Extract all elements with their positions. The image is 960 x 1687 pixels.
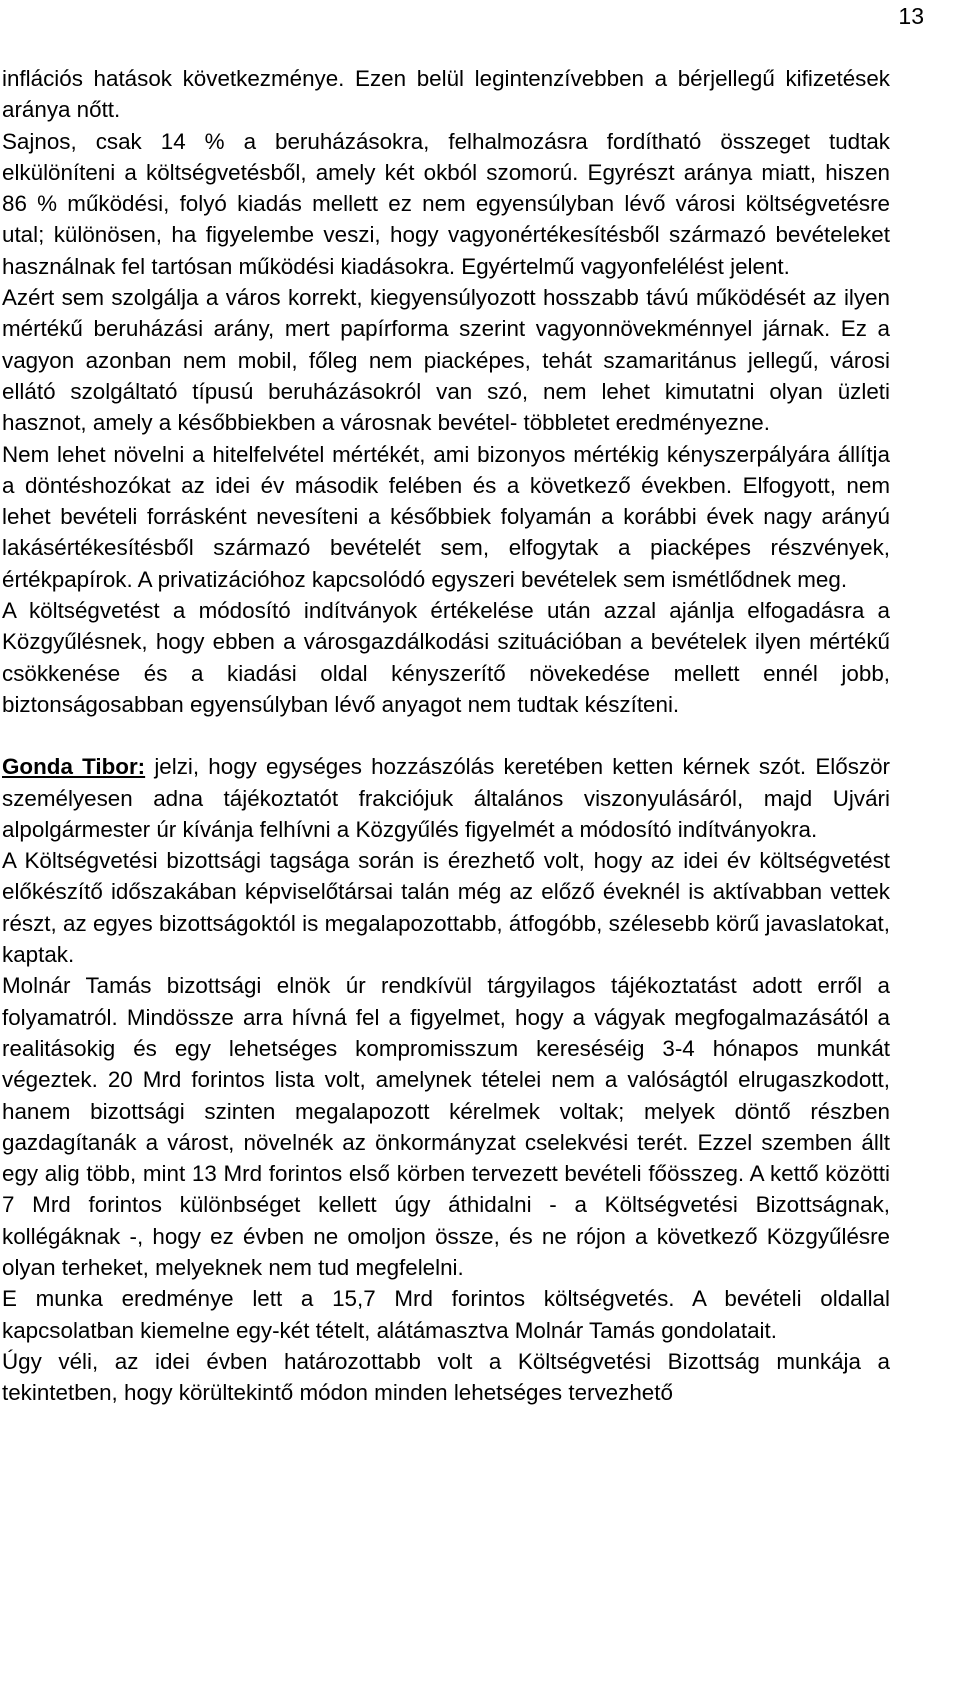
speaker-name: Gonda Tibor: (2, 754, 146, 780)
paragraph: E munka eredménye lett a 15,7 Mrd forintos költségvetés. A bevételi oldallal kapcsolatban kiemelne egy-két tételt, alátámasztva Molnár Tamás gondolatait. (2, 1286, 890, 1343)
paragraph: Azért sem szolgálja a város korrekt, kiegyensúlyozott hosszabb távú működését az ilyen mértékű beruházási arány, mert papírforma szerint vagyonnövekménnyel járnak. Ez a vagyon azonban nem mobil, főleg nem piacképes, tehát szamaritánus jellegű, városi ellátó szolgáltató típusú beruházásokról van szó, nem lehet kimutatni olyan üzleti hasznot, amely a későbbiekben a városnak bevétel- többletet eredményezne. (2, 285, 890, 436)
paragraph: Nem lehet növelni a hitelfelvétel mértékét, ami bizonyos mértékig kényszerpályára állítja a döntéshozókat az idei év második felében és a következő években. Elfogyott, nem lehet bevételi forrásként nevesíteni a későbbiek folyamán a korábbi évek nagy arányú lakásértékesítésből származó bevételét sem, elfogytak a piacképes részvények, értékpapírok. A privatizációhoz kapcsolódó egyszeri bevételek sem ismétlődnek meg. (2, 441, 890, 592)
speech-intro-paragraph (2, 751, 890, 845)
paragraph: Sajnos, csak 14 % a beruházásokra, felhalmozásra fordítható összeget tudtak elkülöníteni a költségvetésből, amely két okból szomorú. Egyrészt aránya miatt, hiszen 86 % működési, folyó kiadás mellett ez nem egyensúlyban lévő városi költségvetésre utal; különösen, ha figyelembe veszi, hogy vagyonértékesítésből származó bevételeket használnak fel tartósan működési kiadásokra. Egyértelmű vagyonfelélést jelent. (2, 128, 890, 279)
paragraph-gap (2, 720, 890, 751)
paragraph: Úgy véli, az idei évben határozottabb volt a Költségvetési Bizottság munkája a tekintetben, hogy körültekintő módon minden lehetséges tervezhető (2, 1348, 890, 1406)
paragraph: inflációs hatások következménye. Ezen belül legintenzívebben a bérjellegű kifizetések aránya nőtt. (2, 66, 890, 123)
speech-intro-text: jelzi, hogy egységes hozzászólás keretében ketten kérnek szót. Először személyesen adna tájékoztatót frakciójuk általános viszonyulásáról, majd Ujvári alpolgármester úr kívánja felhívni a Közgyűlés figyelmét a módosító indítványokra. (2, 754, 891, 842)
paragraph: Molnár Tamás bizottsági elnök úr rendkívül tárgyilagos tájékoztatást adott erről a folyamatról. Mindössze arra hívná fel a figyelmet, hogy a vágyak megfogalmazásától a realitásokig és egy lehetséges kompromisszum kereséséig 3-4 hónapos munkát végeztek. 20 Mrd forintos lista volt, amelynek tételei nem a valóságtól elrugaszkodott, hanem bizottsági szinten megalapozott kérelmek voltak; melyek döntő részben gazdagítanák a várost, növelnék az önkormányzat cselekvési terét. Ezzel szemben állt egy alig több, mint 13 Mrd forintos első körben tervezett bevételi főösszeg. A kettő közötti 7 Mrd forintos különbséget kellett úgy áthidalni - a Költségvetési Bizottságnak, kollégáknak -, hogy ez évben ne omoljon össze, és ne rójon a következő Közgyűlésre olyan terheket, melyeknek nem tud megfelelni. (2, 973, 890, 1280)
paragraph: A Költségvetési bizottsági tagsága során is érezhető volt, hogy az idei év költségvetést előkészítő időszakában képviselőtársai talán még az előző éveknél is aktívabban vettek részt, az egyes bizottságoktól is megalapozottabb, átfogóbb, szélesebb körű javaslatokat, kaptak. (2, 848, 890, 968)
document-body (2, 63, 890, 1408)
page-number: 13 (898, 3, 924, 29)
paragraph: A költségvetést a módosító indítványok értékelése után azzal ajánlja elfogadásra a Közgyűlésnek, hogy ebben a városgazdálkodási szituációban a bevételek ilyen mértékű csökkenése és a kiadási oldal kényszerítő növekedése mellett ennél jobb, biztonságosabban egyensúlyban lévő anyagot nem tudtak készíteni. (2, 598, 890, 717)
